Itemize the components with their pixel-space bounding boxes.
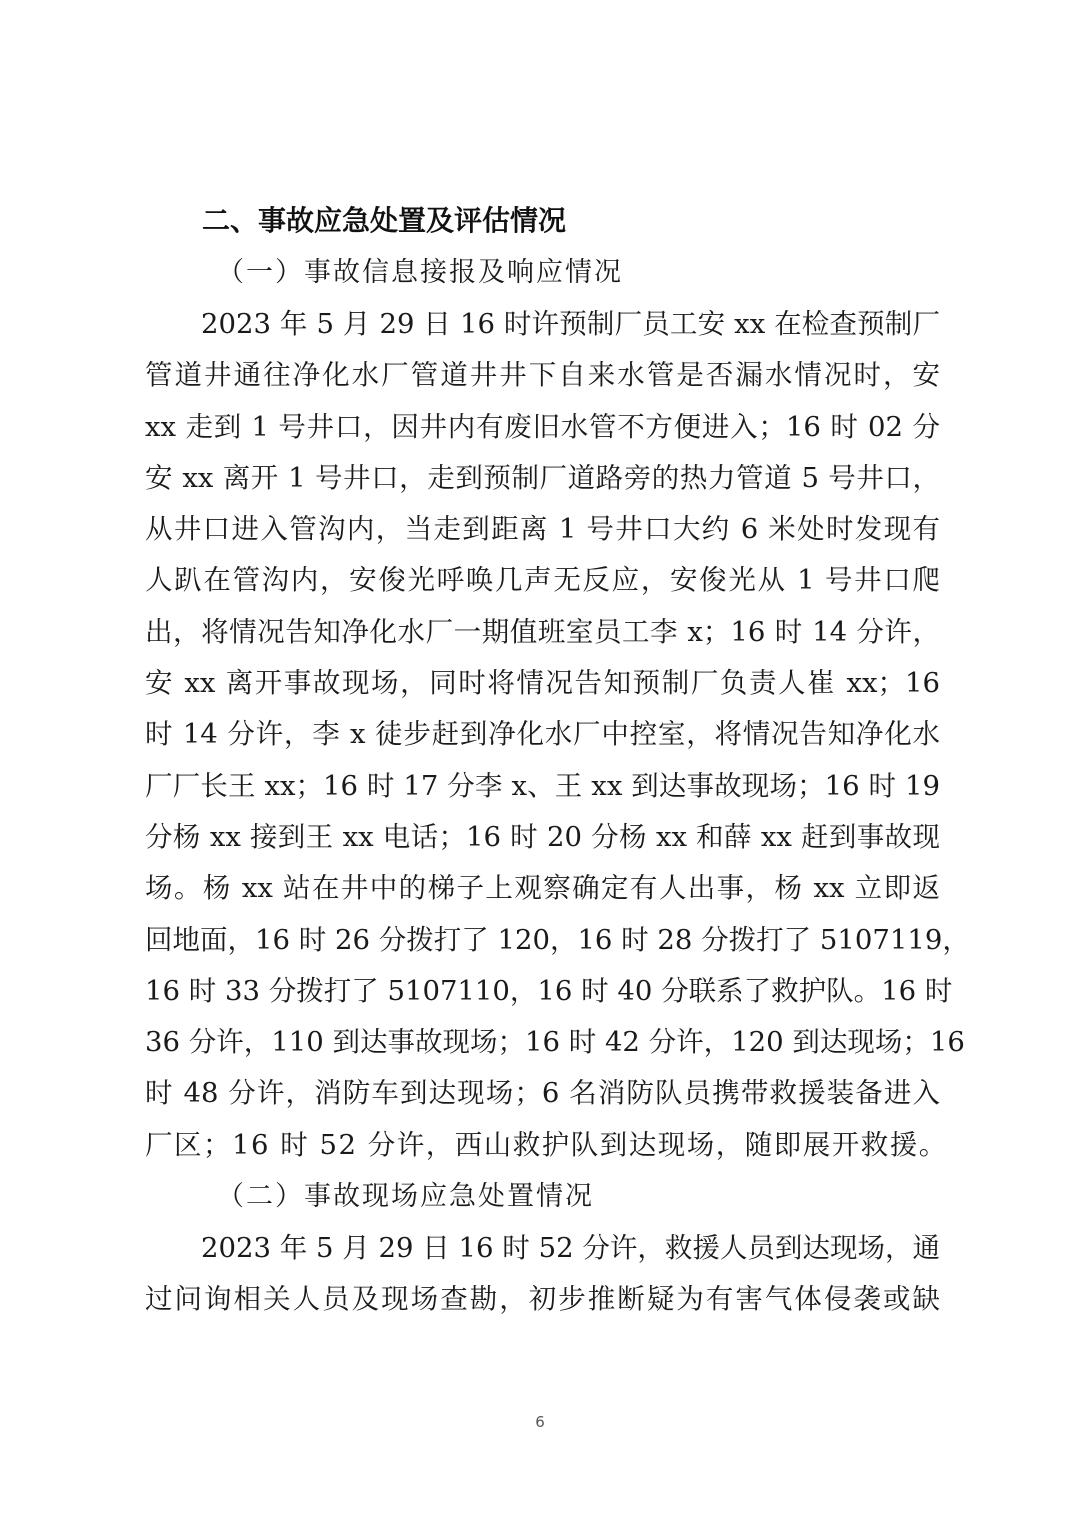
subsection-title-1: （一）事故信息接报及响应情况 (217, 257, 623, 288)
section-heading: 二、事故应急处置及评估情况 (202, 204, 567, 237)
text-line: 2023 年 5 月 29 日 16 时许预制厂员工安 xx 在检查预制厂 (201, 308, 940, 340)
text-line: 36 分许，110 到达事故现场；16 时 42 分许，120 到达现场；16 (145, 1026, 965, 1059)
text-line: 厂区；16 时 52 分许，西山救护队到达现场，随即展开救援。 (145, 1128, 948, 1161)
text-line: 回地面，16 时 26 分拨打了 120，16 时 28 分拨打了 5107119， (145, 923, 970, 956)
document-body (145, 195, 970, 1326)
text-line: 安 xx 离开 1 号井口，走到预制厂道路旁的热力管道 5 号井口， (145, 461, 940, 494)
text-line: 场。杨 xx 站在井中的梯子上观察确定有人出事，杨 xx 立即返 (145, 872, 940, 905)
text-line: 管道井通往净化水厂管道井井下自来水管是否漏水情况时，安 (145, 359, 940, 392)
text-line: 分杨 xx 接到王 xx 电话；16 时 20 分杨 xx 和薛 xx 赶到事故现 (145, 820, 940, 853)
text-line: xx 走到 1 号井口，因井内有废旧水管不方便进入；16 时 02 分 (145, 410, 940, 443)
subsection-2-paragraph (145, 1223, 940, 1326)
text-line: 安 xx 离开事故现场，同时将情况告知预制厂负责人崔 xx；16 (145, 667, 940, 700)
text-line: 出，将情况告知净化水厂一期值班室员工李 x；16 时 14 分许， (145, 615, 940, 648)
text-line: 从井口进入管沟内，当走到距离 1 号井口大约 6 米处时发现有 (145, 513, 940, 546)
subsection-1-paragraph (145, 299, 970, 1171)
text-line: 时 14 分许，李 x 徒步赶到净化水厂中控室，将情况告知净化水 (145, 718, 940, 751)
page-number: 6 (535, 1413, 545, 1431)
text-line: 16 时 33 分拨打了 5107110，16 时 40 分联系了救护队。16 时 (145, 974, 953, 1007)
text-line: 2023 年 5 月 29 日 16 时 52 分许，救援人员到达现场，通 (201, 1232, 940, 1265)
text-line: 时 48 分许，消防车到达现场；6 名消防队员携带救援装备进入 (145, 1077, 940, 1110)
text-line: 人趴在管沟内，安俊光呼唤几声无反应，安俊光从 1 号井口爬 (145, 564, 940, 597)
text-line: 过问询相关人员及现场查勘，初步推断疑为有害气体侵袭或缺 (145, 1283, 940, 1316)
text-line: 厂厂长王 xx；16 时 17 分李 x、王 xx 到达事故现场；16 时 19 (145, 769, 940, 802)
subsection-title-2: （二）事故现场应急处置情况 (217, 1181, 594, 1213)
